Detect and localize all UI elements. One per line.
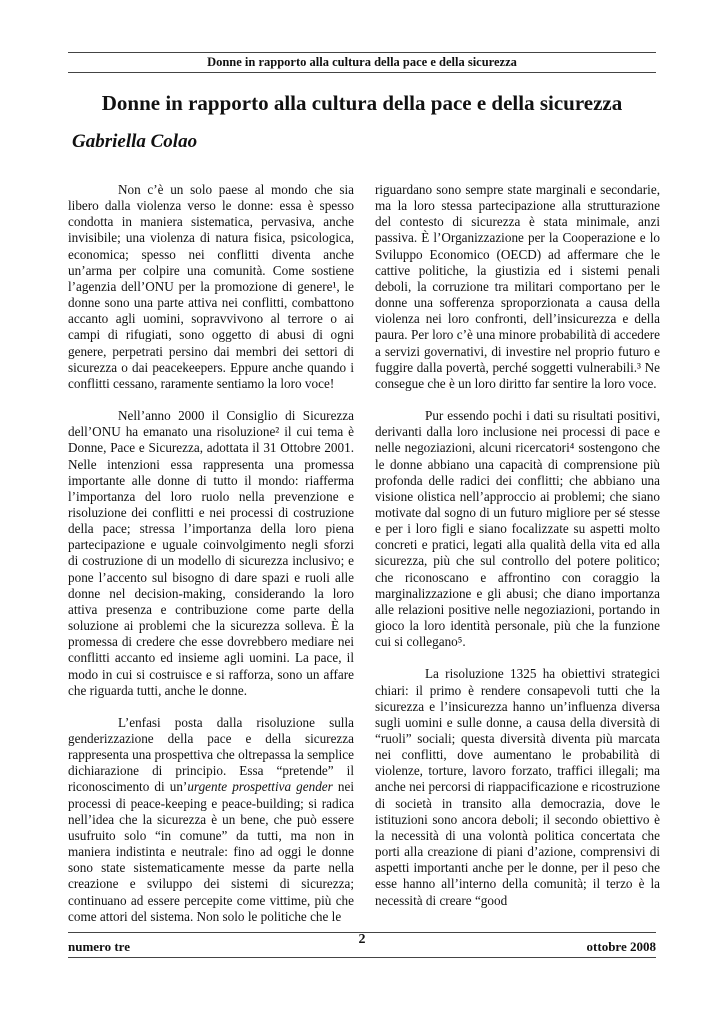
paragraph-text: L’enfasi posta dalla risoluzione sulla genderizzazione della pace e della sicurezza rappresenta una prospettiva che oltrepassa la semplice dichiarazione di principio. Essa “pretende” il riconoscimento di un’ xyxy=(68,714,354,795)
running-header-title: Donne in rapporto alla cultura della pace e della sicurezza xyxy=(207,55,517,69)
paragraph: La risoluzione 1325 ha obiettivi strategici chiari: il primo è rendere consapevoli tutti che la sicurezza e l’insicurezza hanno un’influenza diversa sugli uomini e sulle donne, a causa della diversità di “ruoli” sociali; questa diversità diventa più marcata nei conflitti, dove aumentano le probabilità di violenze, torture, lavoro forzato, traffici illegali; ma anche nei percorsi di riappacificazione e ricostruzione di società in transito alla democrazia, dove le istituzioni sono ancora deboli; il secondo obiettivo è la necessità di una volontà politica concertata che porti alla creazione di piani d’azione, comprensivi di aspetti importanti anche per le donne, per il peso che esse hanno all’interno della comunità; il terzo è la necessità di creare “good xyxy=(375,666,660,908)
left-column xyxy=(68,182,354,925)
paragraph xyxy=(68,715,354,925)
article-author: Gabriella Colao xyxy=(72,131,198,152)
paragraph: Pur essendo pochi i dati su risultati positivi, derivanti dalla loro inclusione nei processi di pace e nelle negoziazioni, alcuni ricercatori⁴ sostengono che le donne abbiano una capacità di comprensione più profonda delle radici dei conflitti; che abbiano una visione olistica nell’approccio ai problemi; che siano motivate dal sogno di un futuro migliore per sé stesse e per i loro figli e siano focalizzate su aspetti molto concreti e pratici, legati alla qualità della vita ed alla sicurezza, più che sul controllo del potere politico; che riconoscano e affrontino con coraggio la marginalizzazione e gli abusi; che diano importanza alle relazioni positive nelle negoziazioni, portando in gioco la loro identità personale, più che la funzione cui si collegano⁵. xyxy=(375,408,660,650)
right-column xyxy=(375,182,660,909)
paragraph: Non c’è un solo paese al mondo che sia libero dalla violenza verso le donne: essa è spesso condotta in maniera sistematica, pervasiva, anche invisibile; una violenza di natura fisica, psicologica, economica; spesso nei conflitti diventa anche un’arma per colpire una comunità. Come sostiene l’agenzia dell’ONU per la promozione di genere¹, le donne sono una parte attiva nei conflitti, combattono accanto agli uomini, sopravvivono al terrore o ai campi di rifugiati, sono oggetto di abusi di ogni genere, perpetrati persino dai membri dei settori di sicurezza o dai peacekeepers. Eppure anche quando i conflitti cessano, raramente sentiamo la loro voce! xyxy=(68,182,354,391)
issue-label: numero tre xyxy=(68,939,130,954)
paragraph: Nell’anno 2000 il Consiglio di Sicurezza dell’ONU ha emanato una risoluzione² il cui tema è Donne, Pace e Sicurezza, adottata il 31 Ottobre 2001. Nelle intenzioni essa rappresenta una promessa importante alle donne di tutto il mondo: riafferma l’importanza del loro ruolo nella prevenzione e risoluzione dei conflitti e nei processi di costruzione della pace; stressa l’importanza della loro piena partecipazione e uguale coinvolgimento negli sforzi di costruzione di un modello di sicurezza inclusivo; e pone l’accento sul bisogno di dare spazi e ruoli alle donne nel decision-making, considerando la loro attiva presenza e contribuzione come parte della soluzione ai problemi che la sicurezza solleva. È la promessa di credere che esse dovrebbero mediare nei conflitti accanto ed insieme agli uomini. La pace, il modo in cui si costruisce e si rafforza, sono un affare che riguarda tutti, anche le donne. xyxy=(68,408,354,698)
paragraph: riguardano sono sempre state marginali e secondarie, ma la loro stessa partecipazione alla strutturazione del contesto di sicurezza è stata minimale, anzi passiva. È l’Organizzazione per la Cooperazione e lo Sviluppo Economico (OECD) ad affermare che le cattive politiche, la giustizia ed i sistemi penali deboli, la corruzione tra militari comportano per le donne una sofferenza sproporzionata a causa della violenza nei loro confronti, dell’insicurezza e della paura. Per loro c’è una minore probabilità di accedere a servizi governativi, di investire nel proprio futuro e fuggire dalla povertà, perché soggetti vulnerabili.³ Ne consegue che è un loro diritto far sentire la loro voce. xyxy=(375,182,660,391)
paragraph-text: nei processi di peace-keeping e peace-building; si radica nell’idea che la sicurezza è un bene, che può essere usufruito solo “in comune” da tutti, ma non in maniera indistinta e neutrale: fino ad oggi le donne sono state sistematicamente messe da parte nella creazione e sviluppo dei sistemi di sicurezza; continuano ad essere percepite come vittime, più che come attori del sistema. Non solo le politiche che le xyxy=(68,779,354,924)
page-number: 2 xyxy=(358,932,366,947)
running-header xyxy=(68,52,656,73)
issue-date: ottobre 2008 xyxy=(586,939,656,954)
emphasized-phrase: urgente prospettiva gender xyxy=(187,779,333,795)
article-title: Donne in rapporto alla cultura della pace e della sicurezza xyxy=(101,91,623,115)
page-footer xyxy=(68,932,656,958)
